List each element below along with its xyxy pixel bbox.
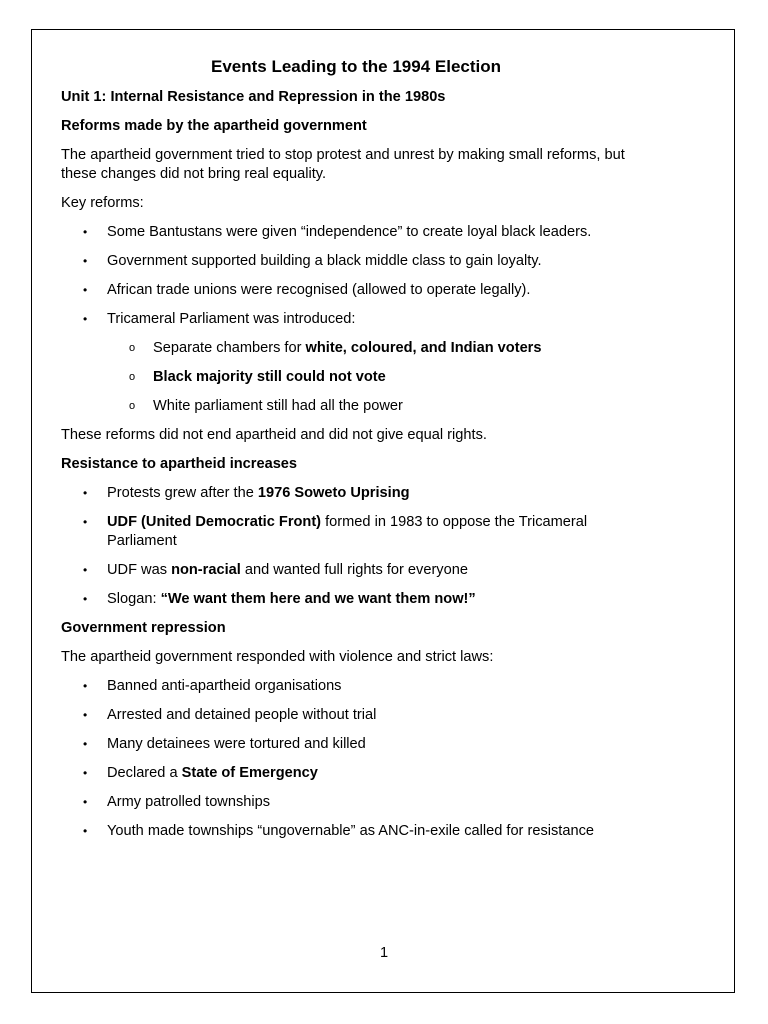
list-item: • Youth made townships “ungovernable” as ANC-in-exile called for resistance [83, 823, 594, 839]
document-body [61, 57, 651, 851]
circle-bullet-icon: o [129, 342, 136, 354]
unit-heading: Unit 1: Internal Resistance and Repression in the 1980s [61, 89, 446, 105]
list-item: • Many detainees were tortured and killed [83, 736, 366, 752]
resistance-list [61, 484, 651, 609]
reforms-list [61, 223, 651, 416]
list-item: • Government supported building a black middle class to gain loyalty. [83, 253, 542, 269]
bullet-icon: • [83, 225, 88, 239]
reforms-intro: The apartheid government tried to stop protest and unrest by making small reforms, but these changes did not bring real equality. [61, 147, 625, 182]
repression-list [61, 677, 651, 841]
list-item: • Army patrolled townships [83, 794, 271, 810]
bullet-icon: • [83, 563, 88, 577]
bullet-icon: • [83, 515, 88, 529]
sub-list-item: o White parliament still had all the power [129, 398, 403, 414]
list-item: • Some Bantustans were given “independence” to create loyal black leaders. [83, 224, 592, 240]
bullet-icon: • [83, 679, 88, 693]
bullet-icon: • [83, 312, 88, 326]
repression-heading: Government repression [61, 620, 226, 636]
bullet-icon: • [83, 737, 88, 751]
bullet-icon: • [83, 824, 88, 838]
list-item: • Banned anti-apartheid organisations [83, 678, 342, 694]
sub-list-item: o Separate chambers for white, coloured, and Indian voters [129, 340, 542, 356]
list-item: • Tricameral Parliament was introduced: o Separate chambers for white, coloured, and Indian voters o Black majority still could not vote o White parliament still had all the power [61, 310, 651, 416]
list-item: • UDF (United Democratic Front) formed in 1983 to oppose the Tricameral Parliament [83, 514, 588, 549]
list-item: • African trade unions were recognised (allowed to operate legally). [83, 282, 531, 298]
bullet-icon: • [83, 486, 88, 500]
bullet-icon: • [83, 708, 88, 722]
resistance-heading: Resistance to apartheid increases [61, 456, 298, 472]
reforms-conclusion: These reforms did not end apartheid and did not give equal rights. [61, 427, 487, 443]
list-item: • UDF was non-racial and wanted full rights for everyone [83, 562, 468, 578]
key-reforms-label: Key reforms: [61, 195, 144, 211]
circle-bullet-icon: o [129, 371, 136, 383]
list-item: • Slogan: “We want them here and we want them now!” [83, 591, 476, 607]
document-title: Events Leading to the 1994 Election [210, 57, 502, 76]
sub-list-item: o Black majority still could not vote [129, 369, 386, 385]
bullet-icon: • [83, 795, 88, 809]
reforms-heading: Reforms made by the apartheid government [61, 118, 367, 134]
list-item: • Protests grew after the 1976 Soweto Uprising [83, 485, 410, 501]
page-number: 1 [379, 945, 389, 961]
bullet-icon: • [83, 766, 88, 780]
repression-intro: The apartheid government responded with violence and strict laws: [61, 649, 494, 665]
tricameral-sublist [107, 339, 651, 416]
bullet-icon: • [83, 592, 88, 606]
list-item: • Arrested and detained people without trial [83, 707, 377, 723]
circle-bullet-icon: o [129, 400, 136, 412]
bullet-icon: • [83, 283, 88, 297]
list-item: • Declared a State of Emergency [83, 765, 318, 781]
bullet-icon: • [83, 254, 88, 268]
